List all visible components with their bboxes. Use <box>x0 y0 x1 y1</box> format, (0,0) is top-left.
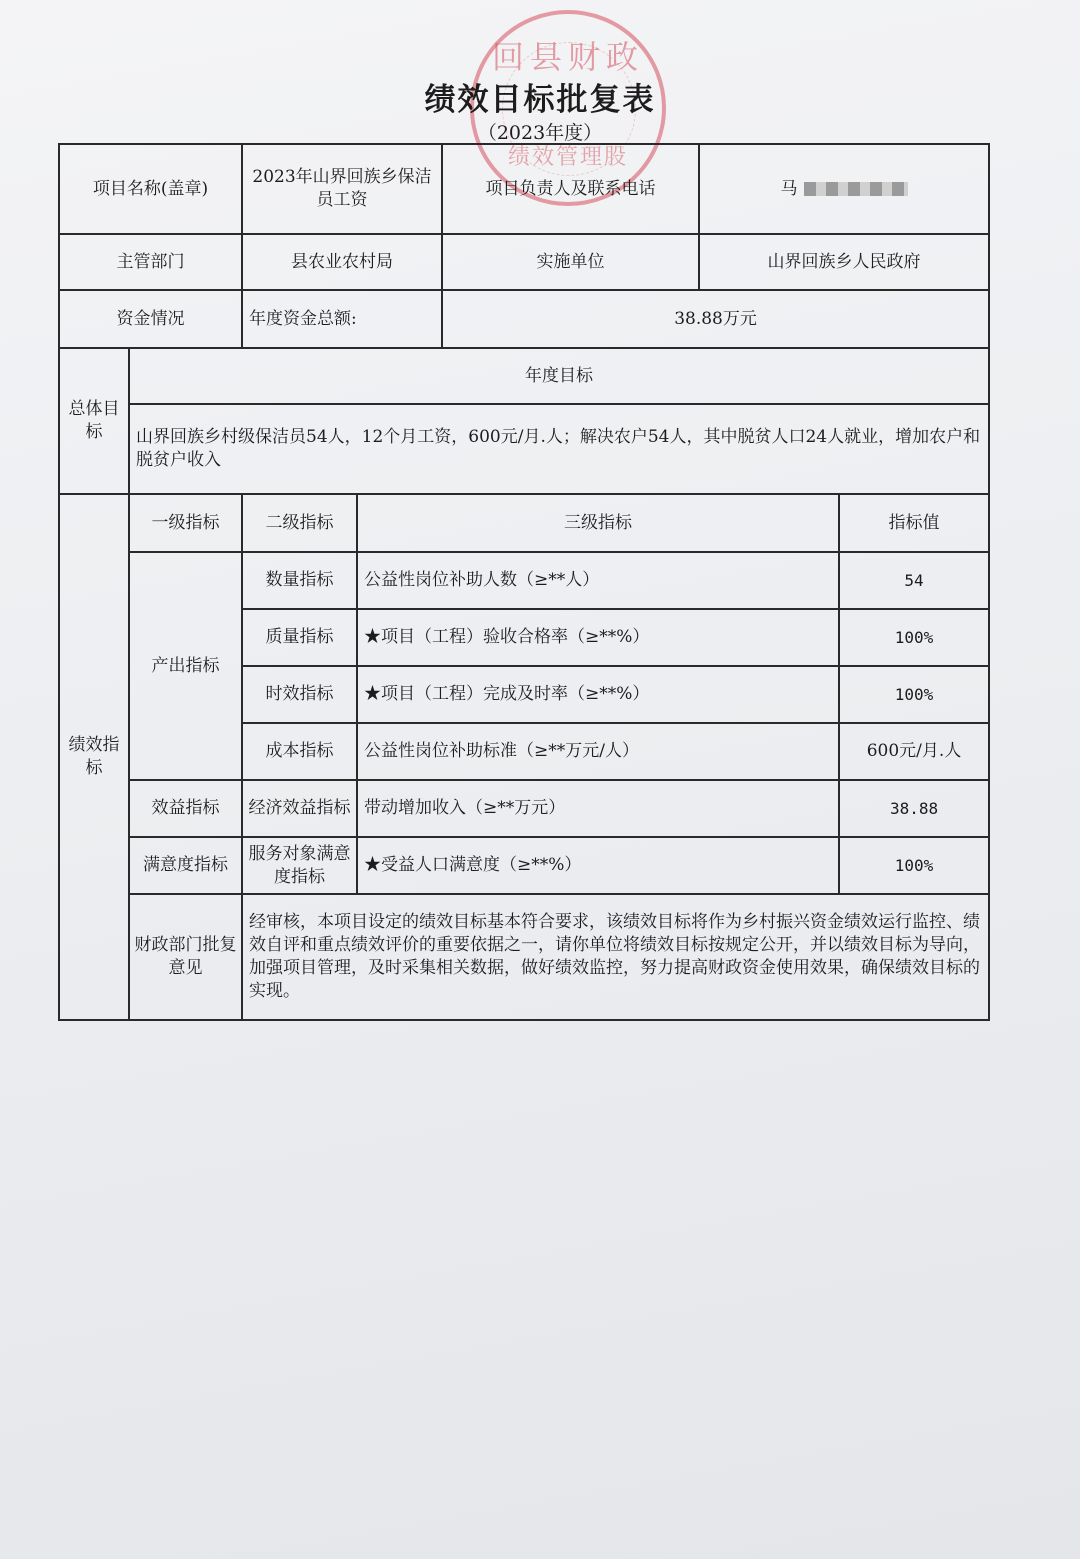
impl-value: 山界回族乡人民政府 <box>699 234 989 290</box>
indicator-level3: 公益性岗位补助标准（≥**万元/人） <box>357 723 839 780</box>
project-name-value: 2023年山界回族乡保洁员工资 <box>242 144 442 234</box>
indicator-level3: ★项目（工程）验收合格率（≥**%） <box>357 609 839 666</box>
indicator-level3: ★项目（工程）完成及时率（≥**%） <box>357 666 839 723</box>
indicator-level2: 成本指标 <box>242 723 357 780</box>
satisfaction-indicator-label: 满意度指标 <box>129 837 242 894</box>
seal-text-bottom: 绩效管理股 <box>507 145 628 170</box>
header-level1: 一级指标 <box>129 494 242 552</box>
contact-label: 项目负责人及联系电话 <box>442 144 699 234</box>
dept-label: 主管部门 <box>59 234 242 290</box>
approval-label: 财政部门批复意见 <box>129 894 242 1020</box>
row-department <box>59 234 989 290</box>
project-name-label: 项目名称(盖章) <box>59 144 242 234</box>
document-subtitle: （2023年度） <box>477 122 603 144</box>
annual-goal-header: 年度目标 <box>129 348 989 404</box>
indicator-row <box>59 552 989 609</box>
header-level3: 三级指标 <box>357 494 839 552</box>
indicator-level3: 带动增加收入（≥**万元） <box>357 780 839 837</box>
funding-sublabel: 年度资金总额: <box>242 290 442 348</box>
dept-value: 县农业农村局 <box>242 234 442 290</box>
row-annual-goal-header <box>59 348 989 404</box>
redacted-phone <box>804 182 908 196</box>
approval-form-table <box>58 143 990 1021</box>
indicator-row <box>59 837 989 894</box>
overall-goal-label: 总体目标 <box>59 348 129 494</box>
indicator-value: 100% <box>839 666 989 723</box>
row-project-name <box>59 144 989 234</box>
performance-label: 绩效指标 <box>59 494 129 1020</box>
indicator-value: 54 <box>839 552 989 609</box>
indicator-row <box>59 780 989 837</box>
header-value: 指标值 <box>839 494 989 552</box>
indicator-value: 100% <box>839 837 989 894</box>
row-annual-goal-text <box>59 404 989 494</box>
funding-label: 资金情况 <box>59 290 242 348</box>
funding-value: 38.88万元 <box>442 290 989 348</box>
benefit-indicator-label: 效益指标 <box>129 780 242 837</box>
impl-label: 实施单位 <box>442 234 699 290</box>
document-title: 绩效目标批复表 <box>424 82 656 118</box>
row-funding <box>59 290 989 348</box>
indicator-level3: 公益性岗位补助人数（≥**人） <box>357 552 839 609</box>
indicator-level2: 数量指标 <box>242 552 357 609</box>
output-indicator-label: 产出指标 <box>129 552 242 780</box>
row-approval <box>59 894 989 1020</box>
contact-cell <box>699 144 989 234</box>
indicator-level2: 时效指标 <box>242 666 357 723</box>
annual-goal-text: 山界回族乡村级保洁员54人，12个月工资，600元/月.人；解决农户54人，其中脱贫人口24人就业，增加农户和脱贫户收入 <box>129 404 989 494</box>
indicator-level2: 质量指标 <box>242 609 357 666</box>
contact-value: 马 <box>780 178 798 199</box>
indicator-level2: 经济效益指标 <box>242 780 357 837</box>
indicator-value: 38.88 <box>839 780 989 837</box>
approval-text: 经审核，本项目设定的绩效目标基本符合要求，该绩效目标将作为乡村振兴资金绩效运行监控、绩效自评和重点绩效评价的重要依据之一，请你单位将绩效目标按规定公开，并以绩效目标为导向，加强项目管理，及时采集相关数据，做好绩效监控，努力提高财政资金使用效果，确保绩效目标的实现。 <box>242 894 989 1020</box>
header-level2: 二级指标 <box>242 494 357 552</box>
seal-text-top: 回县财政 <box>491 38 644 76</box>
indicator-level2: 服务对象满意度指标 <box>242 837 357 894</box>
row-indicator-headers <box>59 494 989 552</box>
indicator-value: 100% <box>839 609 989 666</box>
indicator-level3: ★受益人口满意度（≥**%） <box>357 837 839 894</box>
indicator-value: 600元/月.人 <box>839 723 989 780</box>
